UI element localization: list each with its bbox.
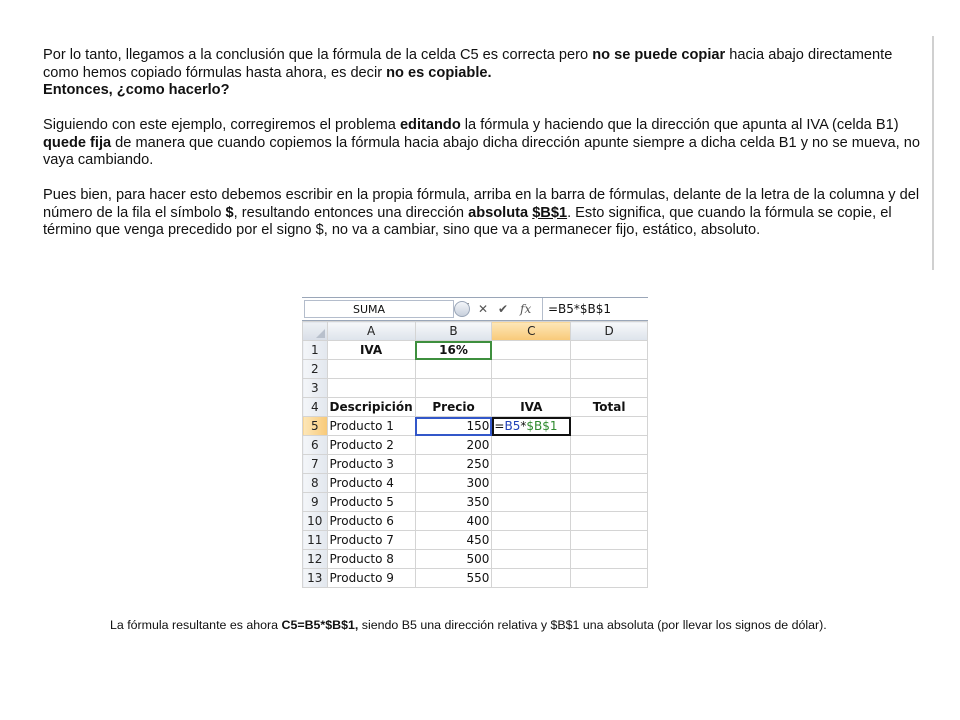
cell[interactable]: Producto 6 (327, 512, 415, 531)
formula-bar (302, 297, 648, 321)
table-row (303, 417, 648, 436)
table-row (303, 474, 648, 493)
column-header-d[interactable]: D (571, 322, 648, 341)
cell[interactable] (492, 550, 571, 569)
cell[interactable] (492, 569, 571, 588)
text: Siguiendo con este ejemplo, corregiremos el problema (43, 117, 400, 133)
text: . Esto significa, que cuando la fórmula se copie, el término que venga precedido por el signo $, no va a cambiar, sino que va a permanecer fijo, estático, absoluto. (43, 204, 892, 238)
absolute-ref: $B$1 (526, 419, 558, 433)
row-header[interactable]: 10 (303, 512, 328, 531)
cell[interactable]: Producto 3 (327, 455, 415, 474)
bold-text: absoluta (468, 204, 529, 221)
cell[interactable] (571, 493, 648, 512)
cell[interactable]: 350 (415, 493, 492, 512)
relative-ref: B5 (504, 419, 521, 433)
cell[interactable] (492, 493, 571, 512)
cell[interactable] (492, 512, 571, 531)
row-header[interactable]: 5 (303, 417, 328, 436)
cell-d5[interactable] (571, 417, 648, 436)
cell[interactable] (571, 436, 648, 455)
select-all-button[interactable] (303, 322, 328, 341)
row-header[interactable]: 12 (303, 550, 328, 569)
text: Por lo tanto, llegamos a la conclusión que la fórmula de la celda C5 es correcta pero (43, 47, 593, 63)
cell[interactable] (571, 379, 648, 398)
row-header[interactable]: 11 (303, 531, 328, 550)
cell[interactable] (571, 455, 648, 474)
cell-a4[interactable]: Descripición (327, 398, 415, 417)
text: La fórmula resultante es ahora (110, 618, 282, 632)
table-row (303, 455, 648, 474)
bold-text: no es copiable. (386, 64, 492, 81)
cell[interactable] (571, 550, 648, 569)
spreadsheet-screenshot (302, 297, 648, 604)
paragraph-absolute (43, 187, 923, 240)
cell[interactable]: Producto 4 (327, 474, 415, 493)
table-row (303, 341, 648, 360)
row-header[interactable]: 4 (303, 398, 328, 417)
formula-op: * (520, 419, 527, 433)
cell[interactable]: 500 (415, 550, 492, 569)
cancel-x-icon[interactable]: ✕ (478, 302, 489, 316)
cell-a1[interactable]: IVA (327, 341, 415, 360)
cell-grid (302, 321, 648, 588)
cell-b1[interactable]: 16% (415, 341, 492, 360)
cell[interactable] (571, 512, 648, 531)
cell[interactable] (492, 455, 571, 474)
cell[interactable] (571, 360, 648, 379)
cell-c1[interactable] (492, 341, 571, 360)
table-row (303, 550, 648, 569)
text: la fórmula y haciendo que la dirección que apunta al IVA (celda B1) (460, 117, 899, 133)
cell[interactable] (571, 569, 648, 588)
row-header[interactable]: 9 (303, 493, 328, 512)
resize-handle-icon[interactable] (454, 301, 470, 317)
cell[interactable] (415, 379, 492, 398)
bold-question: Entonces, ¿como hacerlo? (43, 82, 230, 98)
paragraph-conclusion (43, 47, 923, 100)
column-header-b[interactable]: B (415, 322, 492, 341)
cell-b4[interactable]: Precio (415, 398, 492, 417)
cell[interactable]: 450 (415, 531, 492, 550)
cell[interactable] (492, 531, 571, 550)
text: siendo B5 una dirección relativa y $B$1 una absoluta (por llevar los signos de dólar). (358, 618, 827, 632)
row-header[interactable]: 8 (303, 474, 328, 493)
column-headers (303, 322, 648, 341)
table-row (303, 436, 648, 455)
table-row (303, 531, 648, 550)
cell[interactable]: Producto 9 (327, 569, 415, 588)
table-row (303, 360, 648, 379)
bold-text: no se puede copiar (592, 47, 726, 63)
column-header-c[interactable]: C (492, 322, 571, 341)
bold-underlined-text: $B$1 (532, 204, 568, 221)
cell[interactable]: 200 (415, 436, 492, 455)
cell[interactable] (492, 436, 571, 455)
confirm-check-icon[interactable]: ✔ (498, 302, 509, 316)
name-box[interactable] (304, 300, 454, 318)
text: de manera que cuando copiemos la fórmula hacia abajo dicha dirección apunte siempre a dicha celda B1 y no se mueva, no vaya cambiando. (43, 134, 920, 168)
column-header-a[interactable]: A (327, 322, 415, 341)
table-row (303, 379, 648, 398)
cell-b5[interactable]: 150 (415, 417, 492, 436)
row-header[interactable]: 7 (303, 455, 328, 474)
cell-c4[interactable]: IVA (492, 398, 571, 417)
bold-text: quede fija (43, 134, 112, 151)
cell[interactable] (571, 531, 648, 550)
table-row (303, 493, 648, 512)
bold-text: editando (399, 117, 461, 133)
text: , resultando entonces una dirección (233, 204, 469, 221)
cell[interactable]: Producto 2 (327, 436, 415, 455)
cell[interactable] (492, 360, 571, 379)
cell-a5[interactable]: Producto 1 (327, 417, 415, 436)
cell[interactable]: 300 (415, 474, 492, 493)
cell[interactable]: Producto 5 (327, 493, 415, 512)
text: hacia abajo directamente como hemos copiado fórmulas hasta ahora, es decir (43, 47, 893, 81)
cell-c5-active[interactable] (492, 417, 571, 436)
row-header[interactable]: 2 (303, 360, 328, 379)
bold-text: $ (225, 204, 234, 221)
cell[interactable]: 550 (415, 569, 492, 588)
caption (110, 618, 830, 634)
row-header[interactable]: 1 (303, 341, 328, 360)
name-box-value: SUMA (353, 303, 386, 316)
text: Pues bien, para hacer esto debemos escribir en la propia fórmula, arriba en la barra de fórmulas, delante de la letra de la columna y del número de la fila el símbolo (43, 187, 920, 221)
cell[interactable] (492, 379, 571, 398)
cell[interactable] (415, 360, 492, 379)
cell[interactable]: Producto 8 (327, 550, 415, 569)
formula-input[interactable]: =B5*$B$1 (542, 298, 648, 320)
cell[interactable]: Producto 7 (327, 531, 415, 550)
cell-d4[interactable]: Total (571, 398, 648, 417)
table-row (303, 398, 648, 417)
cell[interactable]: 400 (415, 512, 492, 531)
row-header[interactable]: 13 (303, 569, 328, 588)
row-header[interactable]: 6 (303, 436, 328, 455)
page-margin-line (932, 36, 934, 270)
table-row (303, 512, 648, 531)
cell[interactable]: 250 (415, 455, 492, 474)
fx-icon[interactable]: fx (520, 302, 532, 316)
cell[interactable] (327, 360, 415, 379)
formula-eq: = (494, 419, 505, 433)
cell-d1[interactable] (571, 341, 648, 360)
bold-formula: C5=B5*$B$1, (281, 618, 359, 632)
cell[interactable] (571, 474, 648, 493)
cell[interactable] (492, 474, 571, 493)
cell[interactable] (327, 379, 415, 398)
paragraph-editing (43, 117, 923, 170)
table-row (303, 569, 648, 588)
row-header[interactable]: 3 (303, 379, 328, 398)
